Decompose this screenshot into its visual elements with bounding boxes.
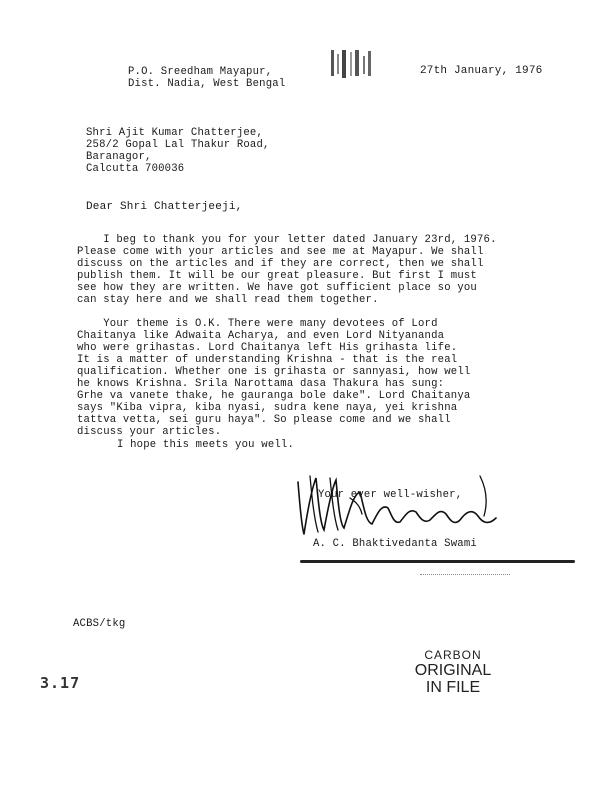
body-line: I beg to thank you for your letter dated January 23rd, 1976. bbox=[77, 234, 497, 246]
body-line: Chaitanya like Adwaita Acharya, and even Lord Nityananda bbox=[77, 330, 445, 342]
recipient-name: Shri Ajit Kumar Chatterjee, bbox=[86, 127, 264, 139]
body-line: Grhe va vanete thake, he gauranga bole dake". Lord Chaitanya bbox=[77, 390, 471, 402]
body-paragraph-3: I hope this meets you well. bbox=[117, 439, 295, 451]
recipient-area: Baranagor, bbox=[86, 151, 152, 163]
body-line: can stay here and we shall read them together. bbox=[77, 294, 379, 306]
body-line: tattva vetta, sei guru haya". So please come and we shall bbox=[77, 414, 451, 426]
stamp-line-3: IN FILE bbox=[425, 679, 481, 696]
letterhead-line2: Dist. Nadia, West Bengal bbox=[128, 78, 286, 90]
signatory-name: A. C. Bhaktivedanta Swami bbox=[313, 538, 477, 550]
body-line: qualification. Whether one is grihasta or sannyasi, how well bbox=[77, 366, 471, 378]
handwritten-signature bbox=[290, 468, 510, 540]
body-line: Your theme is O.K. There were many devotees of Lord bbox=[77, 318, 438, 330]
body-paragraph-2 bbox=[77, 306, 577, 450]
archive-number: 3.17 bbox=[40, 674, 81, 692]
body-line: publish them. It will be our great pleasure. But first I must bbox=[77, 270, 477, 282]
body-line: discuss on the articles and if they are correct, then we shall bbox=[77, 258, 484, 270]
body-line: Please come with your articles and see me at Mayapur. We shall bbox=[77, 246, 484, 258]
letter-date: 27th January, 1976 bbox=[420, 65, 543, 77]
archive-mark-icon bbox=[327, 48, 377, 80]
stamp-line-1: CARBON bbox=[424, 648, 482, 662]
signature-underline bbox=[300, 560, 575, 563]
dotted-rule bbox=[420, 574, 510, 576]
body-paragraph-1 bbox=[77, 222, 577, 318]
salutation: Dear Shri Chatterjeeji, bbox=[86, 201, 243, 213]
stamp-line-2: ORIGINAL bbox=[414, 662, 492, 679]
body-line: says "Kiba vipra, kiba nyasi, sudra kene naya, yei krishna bbox=[77, 402, 458, 414]
body-line: discuss your articles. bbox=[77, 426, 222, 438]
recipient-street: 258/2 Gopal Lal Thakur Road, bbox=[86, 139, 270, 151]
body-line: It is a matter of understanding Krishna - that is the real bbox=[77, 354, 458, 366]
body-line: who were grihastas. Lord Chaitanya left His grihasta life. bbox=[77, 342, 458, 354]
body-line: he knows Krishna. Srila Narottama dasa Thakura has sung: bbox=[77, 378, 445, 390]
letterhead-line1: P.O. Sreedham Mayapur, bbox=[128, 66, 273, 78]
reference-initials: ACBS/tkg bbox=[73, 618, 126, 630]
body-line: see how they are written. We have got sufficient place so you bbox=[77, 282, 477, 294]
recipient-address bbox=[86, 127, 270, 175]
closing: Your ever well-wisher, bbox=[318, 489, 463, 501]
recipient-city: Calcutta 700036 bbox=[86, 163, 185, 175]
letterhead bbox=[128, 66, 285, 90]
carbon-original-stamp bbox=[408, 648, 498, 696]
